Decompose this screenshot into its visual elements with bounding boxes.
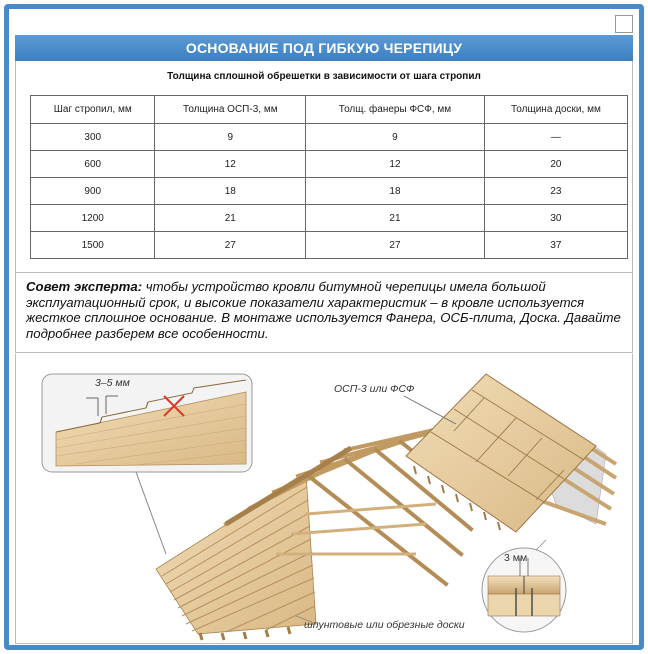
table-row xyxy=(31,151,628,178)
table-cell: 600 xyxy=(31,151,155,178)
table-cell: 21 xyxy=(306,205,485,232)
table-cell: 23 xyxy=(484,178,627,205)
table-cell: 30 xyxy=(484,205,627,232)
column-header: Толщина ОСП-3, мм xyxy=(155,96,306,124)
table-cell: 37 xyxy=(484,232,627,259)
table-header-row xyxy=(31,96,628,124)
expert-tip xyxy=(15,273,633,353)
header-title: ОСНОВАНИЕ ПОД ГИБКУЮ ЧЕРЕПИЦУ xyxy=(15,35,633,61)
thickness-table xyxy=(30,95,628,259)
article-frame xyxy=(4,4,644,650)
roof-illustration xyxy=(15,354,633,644)
table-row xyxy=(31,205,628,232)
table-cell: 9 xyxy=(306,124,485,151)
table-cell: 21 xyxy=(155,205,306,232)
table-cell: 900 xyxy=(31,178,155,205)
roof-diagram xyxy=(16,354,642,644)
gap2-label: 3 мм xyxy=(504,552,528,564)
column-header: Толщ. фанеры ФСФ, мм xyxy=(306,96,485,124)
table-cell: — xyxy=(484,124,627,151)
table-row xyxy=(31,124,628,151)
board-gap-callout xyxy=(42,374,252,554)
column-header: Шаг стропил, мм xyxy=(31,96,155,124)
table-cell: 1200 xyxy=(31,205,155,232)
expert-tip-label: Совет эксперта: xyxy=(26,279,143,294)
gap-label: 3–5 мм xyxy=(95,377,130,389)
table-cell: 18 xyxy=(155,178,306,205)
table-cell: 9 xyxy=(155,124,306,151)
table-caption: Толщина сплошной обрешетки в зависимости от шага стропил xyxy=(167,71,481,82)
boards-label: шпунтовые или обрезные доски xyxy=(304,619,465,631)
table-cell: 12 xyxy=(155,151,306,178)
osb-panel-drawing xyxy=(404,374,616,532)
table-cell: 300 xyxy=(31,124,155,151)
table-cell: 1500 xyxy=(31,232,155,259)
expert-tip-text: чтобы устройство кровли битумной черепицы имела большой эксплуатационный срок, и высокие показатели характеристик – в кровле используется жесткое сплошное основание. В монтаже используется Фанера, ОСБ-плита, Доска. Давайте подробнее разберем все особенности. xyxy=(26,279,621,341)
table-row xyxy=(31,232,628,259)
table-row xyxy=(31,178,628,205)
table-cell: 20 xyxy=(484,151,627,178)
table-cell: 27 xyxy=(155,232,306,259)
table-cell: 12 xyxy=(306,151,485,178)
thickness-table-section xyxy=(15,61,633,273)
table-cell: 27 xyxy=(306,232,485,259)
column-header: Толщина доски, мм xyxy=(484,96,627,124)
osb-label: ОСП-3 или ФСФ xyxy=(334,383,415,395)
window-corner-box xyxy=(615,15,633,33)
table-cell: 18 xyxy=(306,178,485,205)
